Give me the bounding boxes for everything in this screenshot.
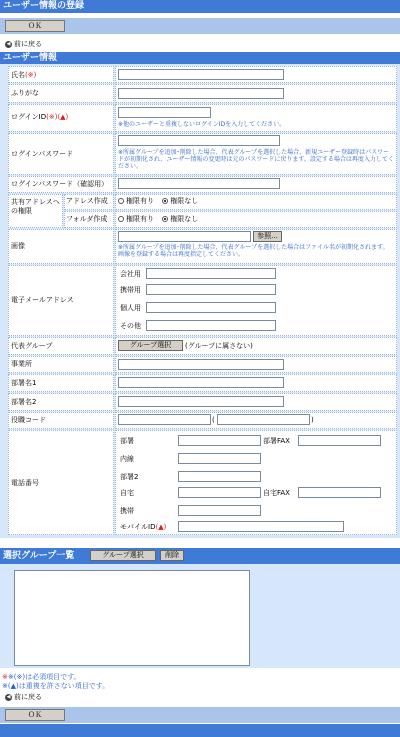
ok-button[interactable]: ＯＫ <box>5 20 65 32</box>
furigana-input[interactable] <box>118 88 284 99</box>
email-mobile-label: 携帯用 <box>120 286 141 294</box>
dept2-input[interactable] <box>118 396 284 407</box>
office-input[interactable] <box>118 359 284 370</box>
mobile-id-label: モバイルID(▲) <box>120 523 167 531</box>
ok-button-bottom[interactable]: ＯＫ <box>5 709 65 721</box>
share-permission-label: 共有アドレスへの権限 <box>11 198 60 215</box>
email-company-input[interactable] <box>146 268 276 279</box>
position-code-input[interactable] <box>118 414 211 425</box>
user-form-panel <box>0 64 400 538</box>
image-note: ※所属グループを追加･削除した場合、代表グループを選択した場合はファイル名が初期化されます。画像を登録する場合は再度指定してください。 <box>118 244 389 258</box>
back-link-bottom[interactable]: ◀ 前に戻る <box>6 693 42 701</box>
password-confirm-input[interactable] <box>118 178 280 189</box>
login-id-note: ※他のユーザーと重複しないログインIDを入力してください。 <box>118 121 286 128</box>
selected-groups-listbox[interactable] <box>14 570 250 666</box>
folder-create-label: フォルダ作成 <box>66 215 108 223</box>
login-id-input[interactable] <box>118 107 211 118</box>
paren-open: ( <box>212 416 215 424</box>
back-arrow-icon: ◀ <box>6 40 11 47</box>
password-label: ログインパスワード <box>11 150 74 158</box>
email-company-label: 会社用 <box>120 270 141 278</box>
address-perm-yes-radio[interactable]: 権限有り <box>118 197 154 205</box>
email-other-input[interactable] <box>146 320 276 331</box>
password-input[interactable] <box>118 135 280 146</box>
phone-dept2-input[interactable] <box>178 471 261 482</box>
folder-create-radios <box>118 215 204 224</box>
password-note: ※所属グループを追加･削除した場合、代表グループを選択した場合、新規ユーザー登録時はパスワードが初期化され、ユーザー情報の変更時は元のパスワードに戻ります。設定する場合は再度入力してください。 <box>118 149 394 170</box>
email-personal-label: 個人用 <box>120 304 141 312</box>
group-list-panel <box>0 564 400 668</box>
phone-home-label: 自宅 <box>120 489 134 497</box>
section-groups-header: 選択グループ一覧 <box>0 548 400 564</box>
required-footnote: ※※(※)は必須項目です。 <box>2 673 81 681</box>
mobile-id-input[interactable] <box>178 521 344 532</box>
email-label: 電子メールアドレス <box>11 296 74 304</box>
top-ok-bar <box>0 18 400 34</box>
bottom-ok-bar <box>0 707 400 723</box>
phone-mobile-label: 携帯 <box>120 507 134 515</box>
phone-home-input[interactable] <box>178 487 261 498</box>
phone-dept-label: 部署 <box>120 437 134 445</box>
section-user-header: ユーザー情報 <box>0 52 400 64</box>
phone-dept-fax-label: 部署FAX <box>263 437 290 445</box>
back-arrow-icon: ◀ <box>6 693 11 700</box>
phone-dept-fax-input[interactable] <box>298 435 381 446</box>
rep-group-label: 代表グループ <box>11 342 53 350</box>
furigana-label: ふりがな <box>11 89 39 97</box>
page-title: ユーザー情報の登録 <box>0 0 400 13</box>
delete-button[interactable]: 削除 <box>160 550 184 561</box>
unique-footnote: ※(▲)は重複を許さない項目です。 <box>2 682 110 690</box>
position-name-input <box>217 414 310 425</box>
group-select-button[interactable]: グループ選択 <box>90 550 156 561</box>
phone-home-fax-input[interactable] <box>298 487 381 498</box>
phone-dept2-label: 部署2 <box>120 473 139 481</box>
name-label: 氏名(※) <box>11 71 37 79</box>
address-perm-no-radio[interactable]: 権限なし <box>162 197 198 205</box>
image-file-input[interactable] <box>118 231 251 242</box>
phone-dept-input[interactable] <box>178 435 261 446</box>
folder-perm-no-radio[interactable]: 権限なし <box>162 215 198 223</box>
phone-ext-label: 内線 <box>120 455 134 463</box>
dept2-label: 部署名2 <box>11 398 37 406</box>
browse-button[interactable]: 参照... <box>253 231 282 242</box>
phone-label: 電話番号 <box>11 479 39 487</box>
email-personal-input[interactable] <box>146 302 276 313</box>
back-link[interactable]: ◀ 前に戻る <box>6 40 42 48</box>
login-id-label: ログインID(※)(▲) <box>11 113 69 121</box>
office-label: 事業所 <box>11 360 32 368</box>
image-label: 画像 <box>11 242 25 250</box>
phone-home-fax-label: 自宅FAX <box>263 489 290 497</box>
rep-group-select-button[interactable]: グループ選択 <box>118 340 183 351</box>
phone-mobile-input[interactable] <box>178 505 261 516</box>
dept1-label: 部署名1 <box>11 379 37 387</box>
bottom-bar <box>0 724 400 737</box>
name-input[interactable] <box>118 69 284 80</box>
address-create-radios <box>118 197 204 206</box>
dept1-input[interactable] <box>118 377 284 388</box>
email-other-label: その他 <box>120 322 141 330</box>
password-confirm-label: ログインパスワード（確認用） <box>11 180 109 188</box>
folder-perm-yes-radio[interactable]: 権限有り <box>118 215 154 223</box>
email-mobile-input[interactable] <box>146 284 276 295</box>
address-create-label: アドレス作成 <box>66 197 108 205</box>
phone-ext-input[interactable] <box>178 453 261 464</box>
paren-close: ) <box>311 416 314 424</box>
position-code-label: 役職コード <box>11 416 46 424</box>
rep-group-value: (グループに属さない) <box>185 342 253 350</box>
